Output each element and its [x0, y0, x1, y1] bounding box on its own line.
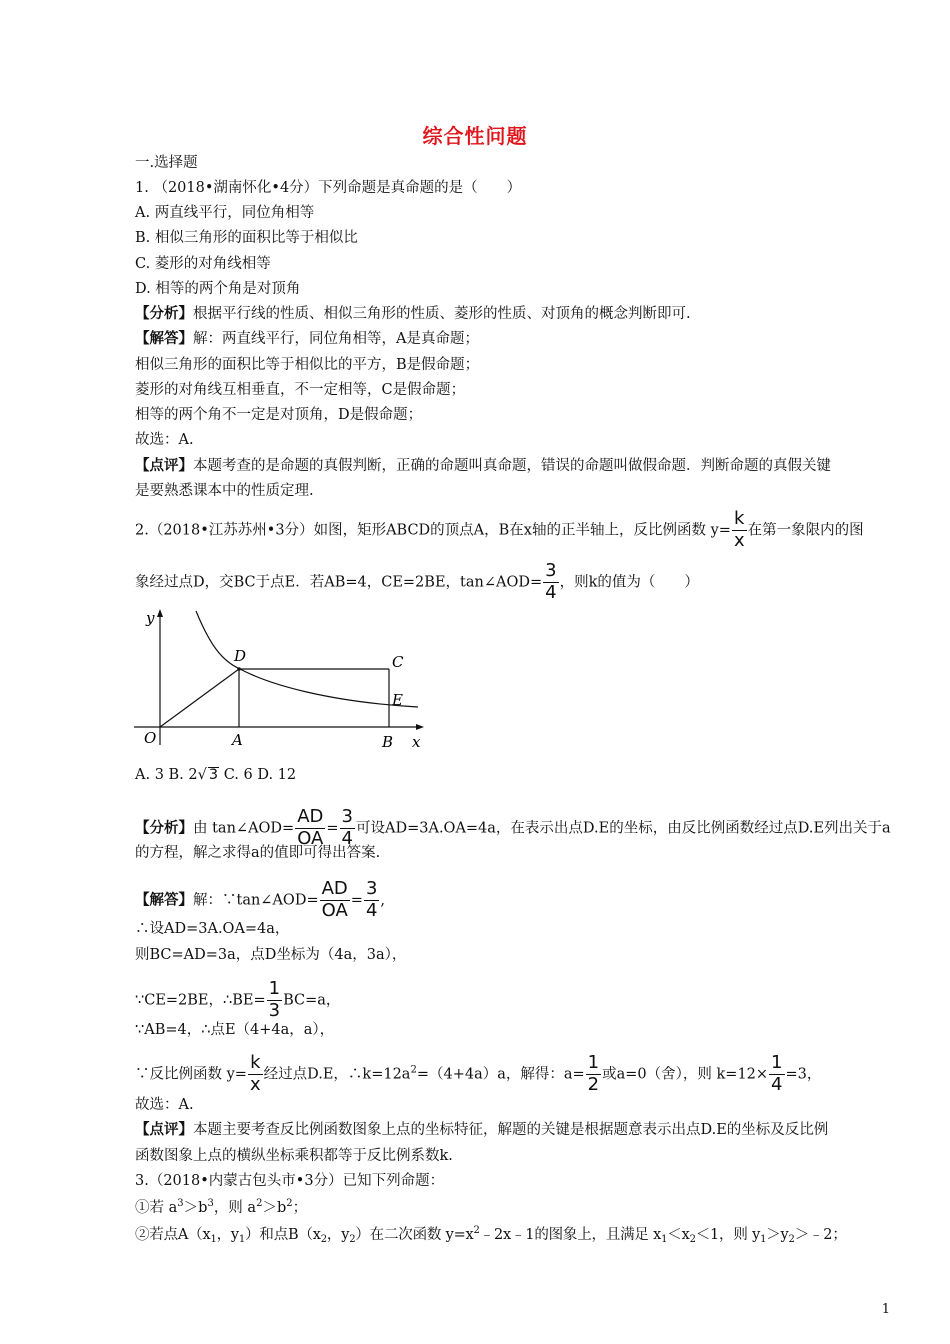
fraction-denominator: 4: [365, 899, 378, 921]
subscript: 1: [210, 1234, 217, 1245]
label-C: C: [392, 653, 404, 671]
ce-text-b: BC=a，: [283, 992, 341, 1009]
q2-comment-line-2: 函数图象上点的横纵坐标乘积都等于反比例系数k.: [135, 1148, 453, 1164]
superscript: 3: [207, 1198, 214, 1209]
ce-text-a: ∵CE=2BE，∴BE=: [135, 992, 266, 1009]
segment-OD: [160, 669, 239, 727]
q2-ab-line: ∵AB=4，∴点E（4+4a，a），: [135, 1022, 335, 1038]
q1-answer-line-4: 相等的两个角不一定是对顶角，D是假命题；: [135, 407, 423, 423]
subscript: 2: [689, 1234, 696, 1245]
subscript: 2: [349, 1234, 356, 1245]
fraction-k-over-x: [732, 510, 747, 551]
fraction-numerator: 1: [771, 1052, 783, 1073]
label-O: O: [144, 729, 157, 747]
q2-answer-line-1: [135, 880, 385, 921]
item1-text-b: ＞b: [183, 1200, 208, 1216]
fraction-3-over-4: [543, 562, 558, 603]
fraction-3-over-4: [340, 808, 355, 849]
fraction-denominator: OA: [321, 899, 348, 921]
fraction-3-over-4: [364, 880, 379, 921]
answer-text-b: ,: [380, 892, 385, 909]
item2-text: ，y: [326, 1227, 350, 1243]
item2-text: ，y: [216, 1227, 239, 1243]
q2-bc-line: 则BC=AD=3a，点D坐标为（4a，3a），: [135, 947, 407, 963]
q1-comment-line-1: [135, 459, 831, 474]
fraction-denominator: OA: [297, 827, 324, 849]
fraction-numerator: AD: [297, 806, 324, 827]
item2-text: ＞﹣2；: [794, 1227, 847, 1243]
subscript: 1: [661, 1234, 668, 1245]
q2-stem-line-1: [135, 510, 864, 551]
q1-answer-line-2: 相似三角形的面积比等于相似比的平方，B是假命题；: [135, 357, 480, 373]
section-heading: 一.选择题: [135, 155, 198, 171]
q2-k-line: [135, 1054, 821, 1095]
fraction-numerator: 1: [268, 978, 281, 999]
comment-text: 本题考查的是命题的真假判断，正确的命题叫真命题，错误的命题叫做假命题．判断命题的真假关键: [193, 458, 831, 474]
item1-text-d: ＞b: [262, 1200, 287, 1216]
q2-ce-line: [135, 980, 340, 1021]
fraction-numerator: 3: [545, 560, 557, 581]
answer-text-a: 解：∵tan∠AOD=: [193, 892, 319, 909]
q2-choice: 故选：A.: [135, 1097, 194, 1113]
q2-stem-line-2: [135, 562, 699, 603]
page-number: 1: [881, 1302, 890, 1317]
fraction-denominator: 4: [771, 1073, 783, 1095]
subscript: 1: [238, 1234, 246, 1245]
analysis-text-b: 可设AD=3A.OA=4a，在表示出点D.E的坐标，由反比例函数经过点D.E列出关于a: [356, 820, 891, 837]
q1-stem: 1. （2018•湖南怀化•4分）下列命题是真命题的是（ ）: [135, 180, 522, 196]
q3-item-1: [135, 1199, 307, 1216]
label-y: y: [146, 609, 155, 627]
page-title: 综合性问题: [422, 124, 528, 148]
hyperbola-curve: [196, 611, 418, 707]
k-text-a: ∵反比例函数 y=: [135, 1066, 247, 1083]
q2-analysis-line-1: [135, 808, 891, 849]
item2-text: ＜x: [667, 1227, 690, 1243]
fraction-numerator: 1: [587, 1052, 600, 1073]
q1-answer-line-1: [135, 332, 479, 347]
fraction-1-over-4: [769, 1054, 784, 1095]
fraction-1-over-2: [586, 1054, 601, 1095]
k-text-b: 经过点D.E，∴k=12a: [263, 1066, 411, 1083]
answer-tag: 【解答】: [135, 330, 193, 347]
comment-tag: 【点评】: [135, 1121, 193, 1138]
q1-option-b: B. 相似三角形的面积比等于相似比: [135, 230, 358, 246]
answer-tag: 【解答】: [135, 891, 193, 909]
q3-item-2: [135, 1226, 847, 1245]
q2-stem-text-b: 在第一象限内的图: [747, 522, 864, 539]
fraction-numerator: 3: [341, 806, 353, 827]
sqrt-radicand: 3: [208, 767, 219, 783]
equals-sign: =: [350, 892, 363, 909]
x-axis-arrow: [416, 724, 424, 730]
q2-figure: [130, 605, 430, 755]
fraction-denominator: 3: [268, 999, 281, 1021]
equals-sign: =: [326, 820, 339, 837]
fraction-AD-over-OA: [295, 808, 325, 849]
q1-choice: 故选：A.: [135, 432, 194, 448]
superscript: 2: [256, 1198, 263, 1209]
superscript: 2: [286, 1198, 293, 1209]
fraction-denominator: x: [249, 1073, 261, 1095]
analysis-tag: 【分析】: [135, 305, 193, 322]
fraction-numerator: AD: [321, 878, 348, 899]
answer-text: 解：两直线平行，同位角相等，A是真命题；: [193, 331, 479, 347]
analysis-text: 根据平行线的性质、相似三角形的性质、菱形的性质、对顶角的概念判断即可.: [193, 306, 691, 322]
fraction-k-over-x: [248, 1054, 263, 1095]
q1-option-c: C. 菱形的对角线相等: [135, 256, 271, 272]
item2-text: ）在二次函数 y=x: [355, 1227, 474, 1243]
fraction-denominator: 4: [545, 581, 557, 603]
label-D: D: [234, 647, 247, 665]
q2-stem2-text-a: 象经过点D，交BC于点E．若AB=4，CE=2BE，tan∠AOD=: [135, 574, 543, 591]
fraction-1-over-3: [267, 980, 282, 1021]
item2-text: ）和点B（x: [245, 1227, 321, 1243]
point-D: [237, 667, 241, 671]
q2-stem2-text-b: ，则k的值为（ ）: [559, 574, 699, 591]
subscript: 1: [760, 1234, 767, 1245]
superscript: 2: [473, 1225, 480, 1236]
q1-answer-line-3: 菱形的对角线互相垂直，不一定相等，C是假命题；: [135, 382, 466, 398]
analysis-text-a: 由 tan∠AOD=: [193, 820, 295, 837]
fraction-numerator: k: [248, 1054, 263, 1075]
q2-set-line: ∴设AD=3A.OA=4a，: [135, 921, 290, 937]
q1-comment-line-2: 是要熟悉课本中的性质定理.: [135, 483, 314, 499]
analysis-tag: 【分析】: [135, 819, 193, 837]
q2-options: A. 3 B. 2√ 3 C. 6 D. 12: [135, 767, 297, 783]
q2-comment-line-1: [135, 1123, 828, 1138]
k-text-c: =（4+4a）a，解得：a=: [416, 1066, 585, 1083]
subscript: 2: [788, 1234, 795, 1245]
fraction-denominator: 2: [587, 1073, 600, 1095]
item2-text: ﹣2x﹣1的图象上，且满足 x: [479, 1227, 662, 1243]
q1-option-a: A. 两直线平行，同位角相等: [135, 205, 315, 221]
item2-text: ＞y: [766, 1227, 789, 1243]
superscript: 3: [177, 1198, 184, 1209]
fraction-denominator: x: [733, 529, 745, 551]
q1-option-d: D. 相等的两个角是对顶角: [135, 281, 301, 297]
q2-options-text-a: A. 3 B. 2: [135, 767, 198, 783]
comment-tag: 【点评】: [135, 457, 193, 474]
q1-analysis: [135, 307, 691, 322]
label-x: x: [412, 733, 421, 751]
item1-text-a: ①若 a: [135, 1200, 178, 1216]
fraction-numerator: 3: [365, 878, 378, 899]
item2-text: ②若点A（x: [135, 1227, 211, 1243]
k-text-d: 或a=0（舍），则 k=12×: [602, 1066, 769, 1083]
y-axis-arrow: [157, 609, 163, 617]
k-text-e: =3，: [785, 1066, 822, 1083]
q3-stem: 3.（2018•内蒙古包头市•3分）已知下列命题：: [135, 1173, 445, 1189]
label-B: B: [382, 733, 394, 751]
q2-options-text-b: C. 6 D. 12: [219, 767, 297, 783]
superscript: 2: [410, 1064, 417, 1076]
q2-stem-text-a: 2.（2018•江苏苏州•3分）如图，矩形ABCD的顶点A，B在x轴的正半轴上，反比例函数 y=: [135, 522, 731, 539]
item2-text: ＜1，则 y: [695, 1227, 761, 1243]
label-E: E: [392, 691, 403, 709]
comment-text: 本题主要考查反比例函数图象上点的坐标特征，解题的关键是根据题意表示出点D.E的坐标及反比例: [193, 1122, 829, 1138]
q2-analysis-line-2: 的方程，解之求得a的值即可得出答案.: [135, 845, 381, 861]
fraction-denominator: 4: [341, 827, 353, 849]
fraction-numerator: k: [732, 510, 747, 531]
label-A: A: [232, 731, 243, 749]
item1-text-c: ，则 a: [213, 1200, 257, 1216]
item1-text-e: ；: [292, 1200, 308, 1216]
fraction-AD-over-OA: [320, 880, 350, 921]
subscript: 2: [320, 1234, 327, 1245]
